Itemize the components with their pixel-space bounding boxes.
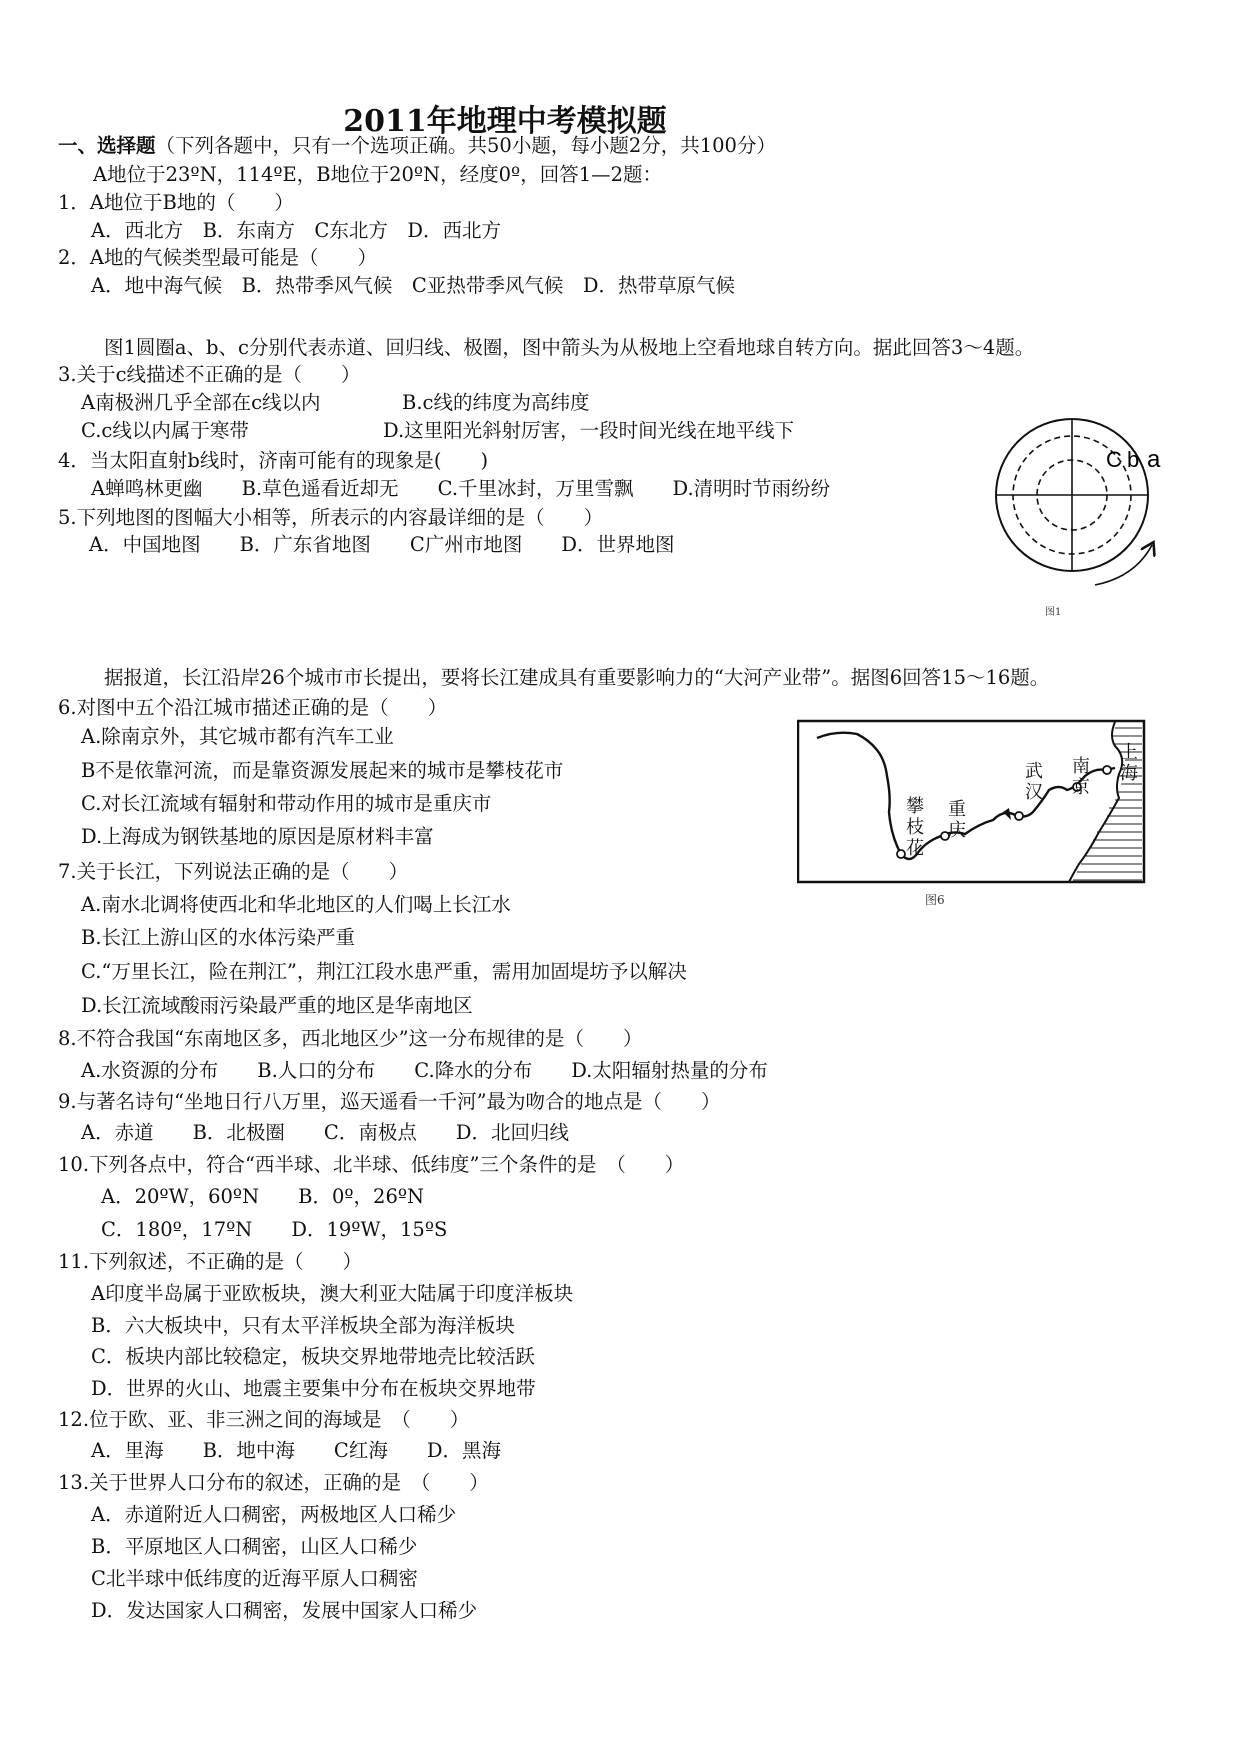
q10-stem: 10.下列各点中，符合“西半球、北半球、低纬度”三个条件的是 （ ） bbox=[58, 1153, 685, 1176]
q1-options: A．西北方 B．东南方 C东北方 D．西北方 bbox=[91, 219, 501, 242]
q12-stem: 12.位于欧、亚、非三洲之间的海域是 （ ） bbox=[58, 1408, 470, 1431]
q3-option-b: B.c线的纬度为高纬度 bbox=[402, 391, 590, 414]
q7-option-d: D.长江流域酸雨污染最严重的地区是华南地区 bbox=[81, 994, 473, 1017]
marker-panzhihua bbox=[897, 850, 905, 858]
page-title: 2011年地理中考模拟题 bbox=[343, 104, 667, 139]
q6-option-d: D.上海成为钢铁基地的原因是原材料丰富 bbox=[81, 825, 434, 848]
q13-option-b: B．平原地区人口稠密，山区人口稀少 bbox=[91, 1535, 418, 1558]
q5-stem: 5.下列地图的图幅大小相等，所表示的内容最详细的是（ ） bbox=[58, 506, 604, 529]
q4-options: A蝉鸣林更幽 B.草色遥看近却无 C.千里冰封，万里雪飘 D.清明时节雨纷纷 bbox=[91, 477, 831, 500]
q11-option-c: C．板块内部比较稳定，板块交界地带地壳比较活跃 bbox=[91, 1345, 535, 1368]
q7-option-c: C.“万里长江，险在荆江”，荆江江段水患严重，需用加固堤坊予以解决 bbox=[81, 960, 687, 983]
q1-stem: 1．A地位于B地的（ ） bbox=[58, 191, 294, 214]
intro-3: 据报道，长江沿岸26个城市市长提出，要将长江建成具有重要影响力的“大河产业带”。据图6回答15～16题。 bbox=[104, 666, 1050, 689]
q11-option-a: A印度半岛属于亚欧板块，澳大利亚大陆属于印度洋板块 bbox=[91, 1282, 574, 1305]
q11-option-d: D．世界的火山、地震主要集中分布在板块交界地带 bbox=[91, 1377, 536, 1400]
q6-stem: 6.对图中五个沿江城市描述正确的是（ ） bbox=[58, 696, 448, 719]
q4-stem: 4．当太阳直射b线时，济南可能有的现象是( ) bbox=[58, 449, 489, 472]
q8-options: A.水资源的分布 B.人口的分布 C.降水的分布 D.太阳辐射热量的分布 bbox=[81, 1059, 768, 1082]
marker-wuhan bbox=[1015, 812, 1023, 820]
q3-option-d: D.这里阳光斜射厉害，一段时间光线在地平线下 bbox=[383, 419, 795, 442]
figure-1-diagram bbox=[975, 415, 1195, 615]
q13-stem: 13.关于世界人口分布的叙述，正确的是 （ ） bbox=[58, 1471, 489, 1494]
q13-option-a: A．赤道附近人口稠密，两极地区人口稀少 bbox=[91, 1503, 457, 1526]
q13-option-c: C北半球中低纬度的近海平原人口稠密 bbox=[91, 1567, 418, 1590]
section-heading: 一、选择题 bbox=[58, 134, 156, 157]
label-b: b bbox=[1127, 447, 1140, 472]
label-wuhan: 武汉 bbox=[1025, 761, 1043, 803]
label-shanghai: 上海 bbox=[1120, 742, 1138, 784]
label-nanjing: 南京 bbox=[1072, 756, 1090, 798]
label-panzhihua: 攀枝花 bbox=[906, 796, 924, 859]
q9-options: A．赤道 B．北极圈 C．南极点 D．北回归线 bbox=[81, 1121, 569, 1144]
q11-stem: 11.下列叙述，不正确的是（ ） bbox=[58, 1250, 363, 1273]
q2-options: A．地中海气候 B．热带季风气候 C亚热带季风气候 D．热带草原气候 bbox=[91, 274, 735, 297]
label-c: C bbox=[1106, 447, 1122, 472]
label-chongqing: 重庆 bbox=[948, 799, 966, 841]
q10-options-1: A．20ºW，60ºN B．0º，26ºN bbox=[101, 1185, 425, 1208]
intro-2: 图1圆圈a、b、c分别代表赤道、回归线、极圈，图中箭头为从极地上空看地球自转方向。据此回答3～4题。 bbox=[104, 336, 1035, 359]
q7-option-a: A.南水北调将使西北和华北地区的人们喝上长江水 bbox=[81, 893, 511, 916]
map-frame bbox=[798, 721, 1144, 882]
section-note: （下列各题中，只有一个选项正确。共50小题，每小题2分，共100分） bbox=[155, 134, 776, 157]
figure-6-caption: 图6 bbox=[925, 893, 945, 907]
section-header bbox=[58, 134, 776, 158]
marker-shanghai bbox=[1103, 766, 1111, 774]
q10-options-2: C．180º，17ºN D．19ºW，15ºS bbox=[101, 1218, 448, 1241]
q3-stem: 3.关于c线描述不正确的是（ ） bbox=[58, 363, 361, 386]
q3-option-c: C.c线以内属于寒带 bbox=[81, 419, 249, 442]
q3-option-a: A南极洲几乎全部在c线以内 bbox=[81, 391, 321, 414]
q8-stem: 8.不符合我国“东南地区多，西北地区少”这一分布规律的是（ ） bbox=[58, 1027, 643, 1050]
q7-option-b: B.长江上游山区的水体污染严重 bbox=[81, 926, 356, 949]
q11-option-b: B．六大板块中，只有太平洋板块全部为海洋板块 bbox=[91, 1314, 515, 1337]
label-a: a bbox=[1147, 446, 1161, 473]
intro-1: A地位于23ºN，114ºE，B地位于20ºN，经度0º，回答1—2题： bbox=[93, 163, 663, 186]
figure-6-map bbox=[797, 716, 1147, 896]
q12-options: A．里海 B．地中海 C红海 D．黑海 bbox=[91, 1439, 501, 1462]
q6-option-a: A.除南京外，其它城市都有汽车工业 bbox=[81, 725, 394, 748]
q7-stem: 7.关于长江，下列说法正确的是（ ） bbox=[58, 860, 409, 883]
q6-option-c: C.对长江流域有辐射和带动作用的城市是重庆市 bbox=[81, 792, 492, 815]
q9-stem: 9.与著名诗句“坐地日行八万里，巡天遥看一千河”最为吻合的地点是（ ） bbox=[58, 1090, 721, 1113]
q13-option-d: D．发达国家人口稠密，发展中国家人口稀少 bbox=[91, 1599, 478, 1622]
q5-options: A．中国地图 B．广东省地图 C广州市地图 D．世界地图 bbox=[89, 533, 675, 556]
q2-stem: 2．A地的气候类型最可能是（ ） bbox=[58, 246, 377, 269]
q6-option-b: B不是依靠河流，而是靠资源发展起来的城市是攀枝花市 bbox=[81, 759, 564, 782]
figure-1-caption: 图1 bbox=[1045, 607, 1062, 618]
